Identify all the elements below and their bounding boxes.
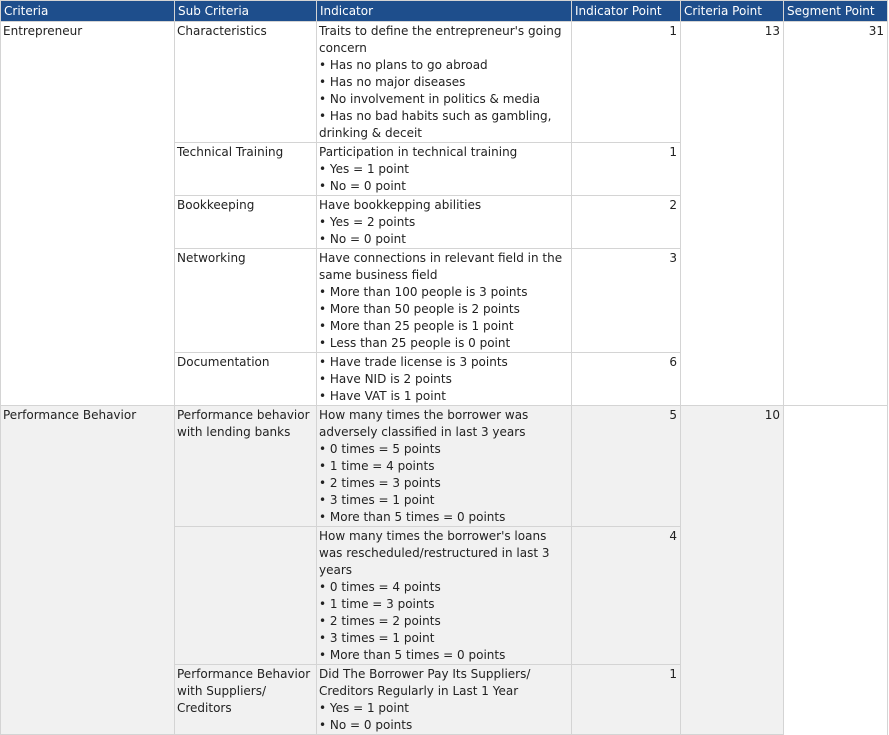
indicator-bullet: • Yes = 2 points xyxy=(319,214,569,231)
sub-criteria-cell: Documentation xyxy=(175,353,317,406)
indicator-bullet: • More than 5 times = 0 points xyxy=(319,647,569,664)
indicator-text: Have bookkepping abilities xyxy=(319,198,482,212)
header-sub-criteria: Sub Criteria xyxy=(175,1,317,22)
indicator-point-cell: 1 xyxy=(572,143,681,196)
header-criteria: Criteria xyxy=(1,1,175,22)
indicator-cell xyxy=(317,22,572,143)
indicator-cell xyxy=(317,196,572,249)
header-indicator-point: Indicator Point xyxy=(572,1,681,22)
sub-criteria-cell: Performance behavior with lending banks xyxy=(175,406,317,527)
indicator-bullet: • Has no major diseases xyxy=(319,74,569,91)
indicator-bullet: • 0 times = 5 points xyxy=(319,441,569,458)
indicator-bullet: • More than 100 people is 3 points xyxy=(319,284,569,301)
indicator-cell xyxy=(317,665,572,735)
indicator-text: Did The Borrower Pay Its Suppliers/ Creditors Regularly in Last 1 Year xyxy=(319,667,531,698)
indicator-bullet: • More than 5 times = 0 points xyxy=(319,509,569,526)
indicator-text: How many times the borrower's loans was rescheduled/restructured in last 3 years xyxy=(319,529,550,577)
indicator-bullet: • More than 25 people is 1 point xyxy=(319,318,569,335)
sub-criteria-cell: Technical Training xyxy=(175,143,317,196)
table-body xyxy=(1,22,888,735)
indicator-text: How many times the borrower was adversely classified in last 3 years xyxy=(319,408,529,439)
indicator-bullet: • 0 times = 4 points xyxy=(319,579,569,596)
indicator-bullet: • Yes = 1 point xyxy=(319,161,569,178)
indicator-cell xyxy=(317,353,572,406)
indicator-bullet: • No involvement in politics & media xyxy=(319,91,569,108)
indicator-bullet: • Has no bad habits such as gambling, drinking & deceit xyxy=(319,108,569,142)
indicator-bullet: • No = 0 point xyxy=(319,178,569,195)
indicator-bullet: • Have NID is 2 points xyxy=(319,371,569,388)
segment-point-cell xyxy=(784,406,888,735)
sub-criteria-cell xyxy=(175,527,317,665)
sub-criteria-cell: Performance Behavior with Suppliers/ Creditors xyxy=(175,665,317,735)
indicator-point-cell: 1 xyxy=(572,22,681,143)
indicator-bullet: • 1 time = 3 points xyxy=(319,596,569,613)
header-row xyxy=(1,1,888,22)
indicator-bullet: • No = 0 points xyxy=(319,717,569,734)
criteria-cell: Entrepreneur xyxy=(1,22,175,406)
table-row xyxy=(1,22,888,143)
indicator-bullet: • 1 time = 4 points xyxy=(319,458,569,475)
indicator-point-cell: 6 xyxy=(572,353,681,406)
indicator-bullet: • 3 times = 1 point xyxy=(319,492,569,509)
criteria-cell: Performance Behavior xyxy=(1,406,175,735)
indicator-bullet: • 3 times = 1 point xyxy=(319,630,569,647)
indicator-cell xyxy=(317,406,572,527)
indicator-point-cell: 1 xyxy=(572,665,681,735)
indicator-point-cell: 3 xyxy=(572,249,681,353)
sub-criteria-cell: Networking xyxy=(175,249,317,353)
indicator-cell xyxy=(317,249,572,353)
indicator-cell xyxy=(317,143,572,196)
sub-criteria-cell: Bookkeeping xyxy=(175,196,317,249)
indicator-text: Have connections in relevant field in the same business field xyxy=(319,251,563,282)
indicator-point-cell: 2 xyxy=(572,196,681,249)
criteria-point-cell: 10 xyxy=(681,406,784,735)
indicator-bullet: • 2 times = 3 points xyxy=(319,475,569,492)
indicator-cell xyxy=(317,527,572,665)
table-row xyxy=(1,406,888,527)
indicator-point-cell: 5 xyxy=(572,406,681,527)
sub-criteria-cell: Characteristics xyxy=(175,22,317,143)
indicator-text: Participation in technical training xyxy=(319,145,518,159)
header-segment-point: Segment Point xyxy=(784,1,888,22)
indicator-bullet: • Yes = 1 point xyxy=(319,700,569,717)
header-criteria-point: Criteria Point xyxy=(681,1,784,22)
criteria-point-cell: 13 xyxy=(681,22,784,406)
indicator-bullet: • Has no plans to go abroad xyxy=(319,57,569,74)
indicator-bullet: • No = 0 point xyxy=(319,231,569,248)
indicator-text: Traits to define the entrepreneur's going concern xyxy=(319,24,562,55)
indicator-bullet: • More than 50 people is 2 points xyxy=(319,301,569,318)
header-indicator: Indicator xyxy=(317,1,572,22)
indicator-bullet: • 2 times = 2 points xyxy=(319,613,569,630)
indicator-bullet: • Less than 25 people is 0 point xyxy=(319,335,569,352)
indicator-bullet: • Have trade license is 3 points xyxy=(319,354,569,371)
indicator-bullet: • Have VAT is 1 point xyxy=(319,388,569,405)
segment-point-cell: 31 xyxy=(784,22,888,406)
indicator-point-cell: 4 xyxy=(572,527,681,665)
